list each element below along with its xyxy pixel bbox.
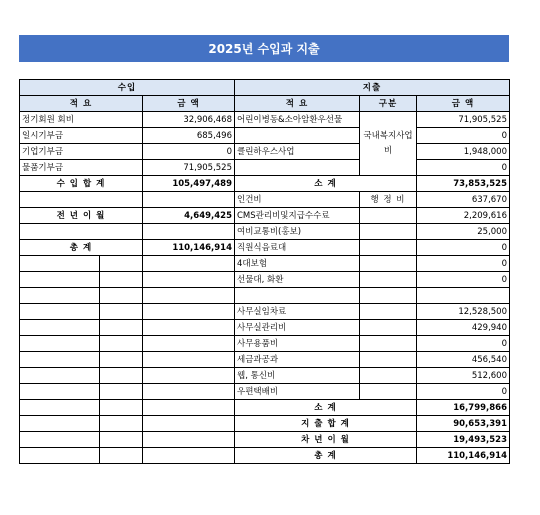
expense-grand-total-label: 총 계	[235, 448, 417, 464]
income-label: 정기회원 회비	[20, 112, 143, 128]
income-label: 물품기부금	[20, 160, 143, 176]
expense-amount: 0	[417, 128, 510, 144]
income-label: 기업기부금	[20, 144, 143, 160]
expense-label: 사무용품비	[235, 336, 360, 352]
expense-amount: 0	[417, 256, 510, 272]
income-grand-total-label: 총 계	[20, 240, 143, 256]
expense-label: 웹, 통신비	[235, 368, 360, 384]
table-row	[20, 448, 510, 464]
table-row	[20, 176, 510, 192]
income-total-amount: 105,497,489	[143, 176, 235, 192]
table-row	[20, 352, 510, 368]
prev-year-label: 전 년 이 월	[20, 208, 143, 224]
expense-label	[235, 288, 360, 304]
expense-label: 인건비	[235, 192, 360, 208]
table-row	[20, 128, 510, 144]
next-year-label: 차 년 이 월	[235, 432, 417, 448]
expense-amount: 0	[417, 240, 510, 256]
expense-grand-total-amount: 110,146,914	[417, 448, 510, 464]
expense-label: 선물대, 화환	[235, 272, 360, 288]
income-header: 수입	[20, 80, 235, 96]
expense-amount: 0	[417, 272, 510, 288]
table-row	[20, 320, 510, 336]
expense-amount: 0	[417, 384, 510, 400]
table-row	[20, 368, 510, 384]
expense-amount: 12,528,500	[417, 304, 510, 320]
table-row	[20, 192, 510, 208]
expense-amount: 456,540	[417, 352, 510, 368]
expense-label: 직원식음료대	[235, 240, 360, 256]
income-amount: 32,906,468	[143, 112, 235, 128]
income-item-header: 적 요	[20, 96, 143, 112]
next-year-amount: 19,493,523	[417, 432, 510, 448]
domestic-subtotal-label: 소 계	[235, 176, 417, 192]
expense-label: 4대보험	[235, 256, 360, 272]
income-total-label: 수 입 합 계	[20, 176, 143, 192]
report-title: 2025년 수입과 지출	[19, 35, 509, 62]
expense-category-admin: 행 정 비	[360, 192, 417, 208]
expense-amount: 71,905,525	[417, 112, 510, 128]
table-row	[20, 160, 510, 176]
expense-label	[235, 128, 360, 144]
expense-amount-header: 금 액	[417, 96, 510, 112]
table-row	[20, 432, 510, 448]
expense-label: 우편택배비	[235, 384, 360, 400]
income-amount: 71,905,525	[143, 160, 235, 176]
table-row	[20, 256, 510, 272]
table-row	[20, 416, 510, 432]
expense-header: 지출	[235, 80, 510, 96]
column-header-row	[20, 96, 510, 112]
expense-amount: 1,948,000	[417, 144, 510, 160]
expense-item-header: 적 요	[235, 96, 360, 112]
table-row	[20, 224, 510, 240]
income-expense-table	[19, 79, 510, 464]
section-header-row	[20, 80, 510, 96]
expense-amount: 0	[417, 160, 510, 176]
table-row	[20, 400, 510, 416]
expense-label: 사무실관리비	[235, 320, 360, 336]
expense-label: 세금과공과	[235, 352, 360, 368]
income-amount-header: 금 액	[143, 96, 235, 112]
table-row	[20, 336, 510, 352]
table-row	[20, 112, 510, 128]
expense-amount: 637,670	[417, 192, 510, 208]
expense-label: 어린이병동&소아암환우선물	[235, 112, 360, 128]
expense-label: 여비교통비(홍보)	[235, 224, 360, 240]
domestic-subtotal-amount: 73,853,525	[417, 176, 510, 192]
expense-amount: 0	[417, 336, 510, 352]
expense-category-header: 구분	[360, 96, 417, 112]
expense-amount: 429,940	[417, 320, 510, 336]
admin-subtotal-amount: 16,799,866	[417, 400, 510, 416]
table-row	[20, 288, 510, 304]
prev-year-amount: 4,649,425	[143, 208, 235, 224]
expense-amount: 25,000	[417, 224, 510, 240]
expense-label: 사무실임차료	[235, 304, 360, 320]
income-label: 일시기부금	[20, 128, 143, 144]
expense-label: 클린하우스사업	[235, 144, 360, 160]
income-amount: 0	[143, 144, 235, 160]
income-amount: 685,496	[143, 128, 235, 144]
table-row	[20, 208, 510, 224]
expense-label	[235, 160, 360, 176]
expense-amount	[417, 288, 510, 304]
table-row	[20, 144, 510, 160]
table-row	[20, 304, 510, 320]
expense-total-amount: 90,653,391	[417, 416, 510, 432]
expense-label: CMS관리비및지급수수료	[235, 208, 360, 224]
table-row	[20, 272, 510, 288]
table-row	[20, 384, 510, 400]
income-grand-total-amount: 110,146,914	[143, 240, 235, 256]
expense-category-domestic: 국내복지사업비	[360, 112, 417, 176]
expense-amount: 2,209,616	[417, 208, 510, 224]
table-row	[20, 240, 510, 256]
expense-amount: 512,600	[417, 368, 510, 384]
admin-subtotal-label: 소 계	[235, 400, 417, 416]
expense-total-label: 지 출 합 계	[235, 416, 417, 432]
